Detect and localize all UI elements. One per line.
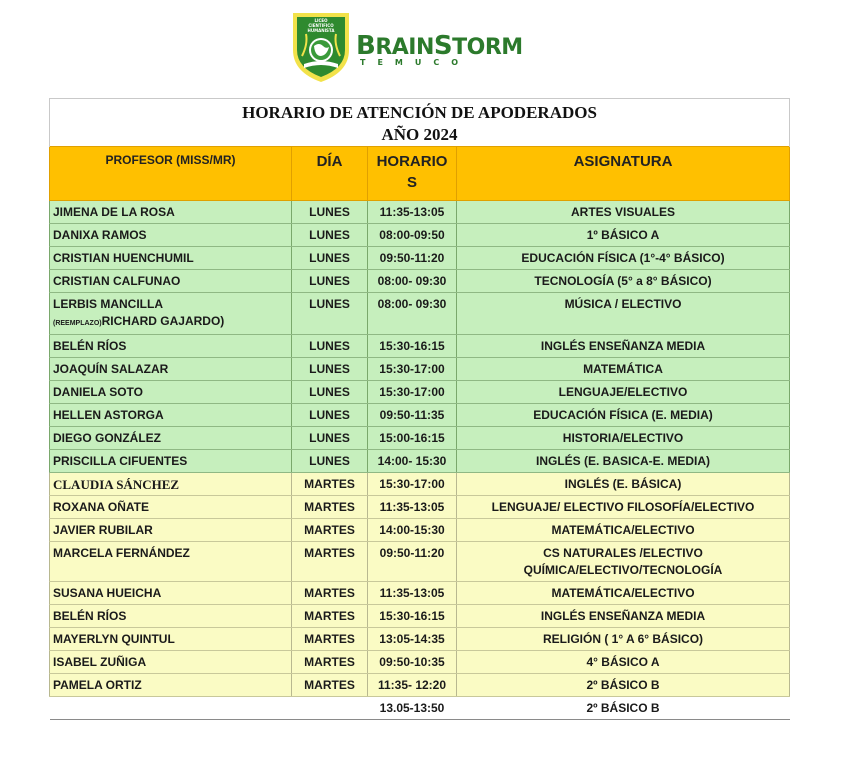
cell-asignatura: EDUCACIÓN FÍSICA (E. MEDIA) [457, 404, 790, 427]
cell-profesor: MAYERLYN QUINTUL [50, 628, 292, 651]
table-row [50, 224, 790, 247]
cell-horario: 09:50-11:35 [368, 404, 457, 427]
cell-dia: LUNES [292, 381, 368, 404]
cell-asignatura: MATEMÁTICA/ELECTIVO [457, 582, 790, 605]
schedule-table [49, 98, 790, 720]
school-logo [290, 10, 523, 84]
table-row [50, 450, 790, 473]
cell-dia: LUNES [292, 427, 368, 450]
cell-horario: 11:35-13:05 [368, 496, 457, 519]
cell-profesor: LERBIS MANCILLA (REEMPLAZO)RICHARD GAJARDO) [50, 293, 292, 335]
cell-horario: 14:00- 15:30 [368, 450, 457, 473]
cell-profesor: SUSANA HUEICHA [50, 582, 292, 605]
cell-profesor: CRISTIAN CALFUNAO [50, 270, 292, 293]
cell-horario: 15:30-17:00 [368, 473, 457, 496]
subtitle-row [50, 124, 790, 147]
cell-asignatura: LENGUAJE/ELECTIVO [457, 381, 790, 404]
cell-dia: MARTES [292, 473, 368, 496]
table-row [50, 381, 790, 404]
cell-profesor: ROXANA OÑATE [50, 496, 292, 519]
cell-asignatura: EDUCACIÓN FÍSICA (1°-4° BÁSICO) [457, 247, 790, 270]
cell-horario: 11:35- 12:20 [368, 674, 457, 697]
cell-profesor: MARCELA FERNÁNDEZ [50, 542, 292, 582]
crest-line-2: HUMANISTA [307, 28, 335, 33]
cell-asignatura: 4° BÁSICO A [457, 651, 790, 674]
table-row [50, 358, 790, 381]
cell-asignatura: 1º BÁSICO A [457, 224, 790, 247]
cell-dia: MARTES [292, 582, 368, 605]
cell-dia: LUNES [292, 335, 368, 358]
cell-dia: MARTES [292, 674, 368, 697]
table-row [50, 519, 790, 542]
table-row [50, 473, 790, 496]
table-row [50, 247, 790, 270]
table-row [50, 651, 790, 674]
cell-horario: 09:50-11:20 [368, 542, 457, 582]
cell-asignatura: INGLÉS ENSEÑANZA MEDIA [457, 605, 790, 628]
cell-horario: 15:30-17:00 [368, 358, 457, 381]
table-row [50, 496, 790, 519]
cell-dia: MARTES [292, 605, 368, 628]
replacement-note: (REEMPLAZO) [53, 320, 102, 327]
cell-profesor: DIEGO GONZÁLEZ [50, 427, 292, 450]
cell-horario: 11:35-13:05 [368, 201, 457, 224]
cell-profesor: BELÉN RÍOS [50, 605, 292, 628]
cell-asignatura: MATEMÁTICA/ELECTIVO [457, 519, 790, 542]
schedule-sheet [49, 98, 789, 720]
table-row [50, 542, 790, 582]
cell-horario: 15:30-16:15 [368, 335, 457, 358]
crest-line-1: LICEO CIENTIFICO [308, 18, 334, 28]
cell-asignatura: CS NATURALES /ELECTIVO QUÍMICA/ELECTIVO/TECNOLOGÍA [457, 542, 790, 582]
cell-dia: MARTES [292, 519, 368, 542]
header-profesor: PROFESOR (MISS/MR) [50, 147, 292, 201]
header-horarios: HORARIO S [368, 147, 457, 201]
cell-profesor: HELLEN ASTORGA [50, 404, 292, 427]
cell-profesor: JAVIER RUBILAR [50, 519, 292, 542]
cell-asignatura: ARTES VISUALES [457, 201, 790, 224]
header-row [50, 147, 790, 201]
cell-horario: 08:00- 09:30 [368, 293, 457, 335]
table-row [50, 293, 790, 335]
table-row [50, 605, 790, 628]
cell-dia: LUNES [292, 201, 368, 224]
header-asignatura: ASIGNATURA [457, 147, 790, 201]
cell-dia: LUNES [292, 247, 368, 270]
cell-profesor: ISABEL ZUÑIGA [50, 651, 292, 674]
cell-horario: 11:35-13:05 [368, 582, 457, 605]
crest-caption [304, 18, 338, 33]
cell-profesor: CRISTIAN HUENCHUMIL [50, 247, 292, 270]
cell-asignatura: 2º BÁSICO B [457, 674, 790, 697]
brand-city: TEMUCO [360, 58, 471, 67]
cell-asignatura: MÚSICA / ELECTIVO [457, 293, 790, 335]
cell-asignatura: RELIGIÓN ( 1° A 6° BÁSICO) [457, 628, 790, 651]
cell-dia [292, 697, 368, 720]
cell-profesor: JOAQUÍN SALAZAR [50, 358, 292, 381]
cell-horario: 15:30-17:00 [368, 381, 457, 404]
cell-dia: LUNES [292, 224, 368, 247]
cell-profesor: DANIXA RAMOS [50, 224, 292, 247]
cell-asignatura: INGLÉS (E. BÁSICA) [457, 473, 790, 496]
cell-horario: 15:30-16:15 [368, 605, 457, 628]
table-row [50, 674, 790, 697]
table-row [50, 582, 790, 605]
page-year: AÑO 2024 [50, 124, 790, 147]
cell-asignatura: TECNOLOGÍA (5° a 8° BÁSICO) [457, 270, 790, 293]
cell-profesor: JIMENA DE LA ROSA [50, 201, 292, 224]
cell-profesor: BELÉN RÍOS [50, 335, 292, 358]
cell-dia: LUNES [292, 358, 368, 381]
cell-asignatura: LENGUAJE/ ELECTIVO FILOSOFÍA/ELECTIVO [457, 496, 790, 519]
cell-profesor: PRISCILLA CIFUENTES [50, 450, 292, 473]
cell-asignatura: 2º BÁSICO B [457, 697, 790, 720]
cell-dia: LUNES [292, 270, 368, 293]
table-row [50, 270, 790, 293]
cell-horario: 08:00- 09:30 [368, 270, 457, 293]
table-row-extra-slot [50, 697, 790, 720]
brand-wordmark [356, 31, 523, 67]
cell-profesor [50, 697, 292, 720]
cell-horario: 09:50-10:35 [368, 651, 457, 674]
table-row [50, 404, 790, 427]
cell-asignatura: HISTORIA/ELECTIVO [457, 427, 790, 450]
cell-profesor: DANIELA SOTO [50, 381, 292, 404]
page-title: HORARIO DE ATENCIÓN DE APODERADOS [50, 99, 790, 125]
header-dia: DÍA [292, 147, 368, 201]
cell-asignatura: INGLÉS ENSEÑANZA MEDIA [457, 335, 790, 358]
cell-horario: 13:05-14:35 [368, 628, 457, 651]
cell-dia: LUNES [292, 450, 368, 473]
cell-horario: 09:50-11:20 [368, 247, 457, 270]
cell-dia: MARTES [292, 651, 368, 674]
cell-dia: MARTES [292, 628, 368, 651]
cell-asignatura: MATEMÁTICA [457, 358, 790, 381]
cell-dia: MARTES [292, 542, 368, 582]
cell-profesor: CLAUDIA SÁNCHEZ [50, 473, 292, 496]
cell-profesor: PAMELA ORTIZ [50, 674, 292, 697]
title-row [50, 99, 790, 125]
brand-name: BRAINSTORM [356, 31, 523, 61]
table-row [50, 335, 790, 358]
table-row [50, 628, 790, 651]
table-row [50, 201, 790, 224]
cell-dia: MARTES [292, 496, 368, 519]
cell-horario: 13.05-13:50 [368, 697, 457, 720]
cell-dia: LUNES [292, 293, 368, 335]
cell-dia: LUNES [292, 404, 368, 427]
cell-horario: 08:00-09:50 [368, 224, 457, 247]
cell-horario: 14:00-15:30 [368, 519, 457, 542]
cell-asignatura: INGLÉS (E. BASICA-E. MEDIA) [457, 450, 790, 473]
cell-horario: 15:00-16:15 [368, 427, 457, 450]
table-row [50, 427, 790, 450]
